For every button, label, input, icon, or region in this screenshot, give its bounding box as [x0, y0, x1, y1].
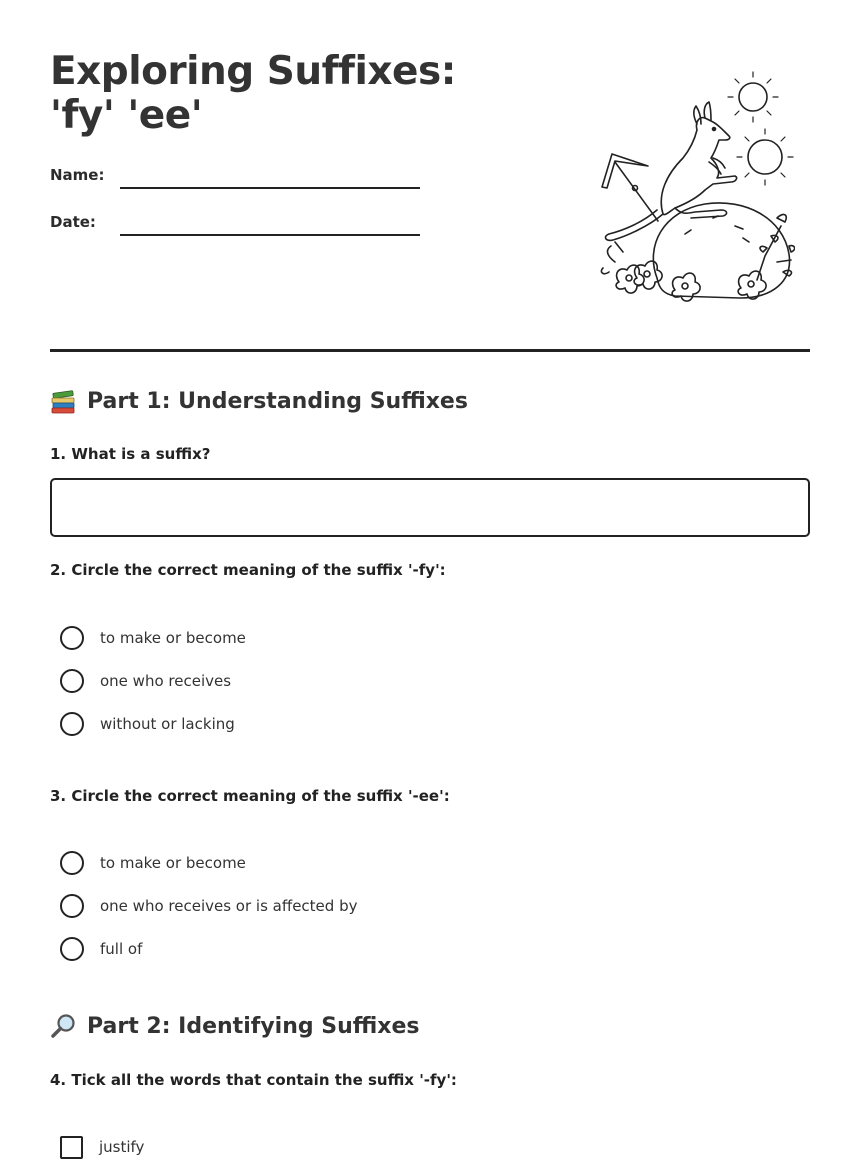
- question-2: 2. Circle the correct meaning of the suffix '-fy':: [50, 561, 446, 579]
- sun-icon: [737, 129, 793, 185]
- part1-heading: [50, 388, 468, 415]
- books-icon: [50, 388, 77, 415]
- name-field: [50, 160, 430, 190]
- name-label: Name:: [50, 166, 105, 184]
- q3-option-2[interactable]: [60, 893, 357, 919]
- q3-option-3[interactable]: [60, 936, 142, 962]
- q2-option-1[interactable]: [60, 625, 246, 651]
- suffix-answer-box[interactable]: [50, 478, 810, 537]
- q2-option-2[interactable]: [60, 668, 231, 694]
- name-line[interactable]: [120, 187, 420, 189]
- radio-circle-icon[interactable]: [60, 626, 84, 650]
- date-line[interactable]: [120, 234, 420, 236]
- kangaroo-illustration: [545, 66, 795, 316]
- radio-circle-icon[interactable]: [60, 712, 84, 736]
- option-label: one who receives or is affected by: [100, 897, 358, 915]
- option-label: justify: [99, 1138, 145, 1156]
- sun-icon: [728, 72, 778, 122]
- option-label: to make or become: [100, 854, 246, 872]
- question-4: 4. Tick all the words that contain the suffix '-fy':: [50, 1071, 457, 1089]
- flower-icon: [616, 265, 644, 293]
- radio-circle-icon[interactable]: [60, 937, 84, 961]
- option-label: to make or become: [100, 629, 246, 647]
- option-label: one who receives: [100, 672, 232, 690]
- part2-title: Part 2: Identifying Suffixes: [87, 1014, 420, 1039]
- q2-option-3[interactable]: [60, 711, 235, 737]
- magnifying-glass-icon: [50, 1013, 77, 1040]
- worksheet-title: Exploring Suffixes: 'fy' 'ee': [50, 49, 456, 138]
- q3-option-1[interactable]: [60, 850, 246, 876]
- flower-icon: [634, 261, 662, 289]
- question-3: 3. Circle the correct meaning of the suffix '-ee':: [50, 787, 450, 805]
- q4-option-1[interactable]: [60, 1134, 144, 1160]
- part2-heading: [50, 1013, 420, 1040]
- checkbox[interactable]: [60, 1136, 83, 1159]
- option-label: without or lacking: [100, 715, 235, 733]
- radio-circle-icon[interactable]: [60, 669, 84, 693]
- part1-title: Part 1: Understanding Suffixes: [87, 389, 468, 414]
- date-label: Date:: [50, 213, 96, 231]
- question-1: 1. What is a suffix?: [50, 445, 211, 463]
- radio-circle-icon[interactable]: [60, 894, 84, 918]
- date-field: [50, 207, 430, 237]
- header-divider: [50, 349, 810, 352]
- radio-circle-icon[interactable]: [60, 851, 84, 875]
- option-label: full of: [100, 940, 143, 958]
